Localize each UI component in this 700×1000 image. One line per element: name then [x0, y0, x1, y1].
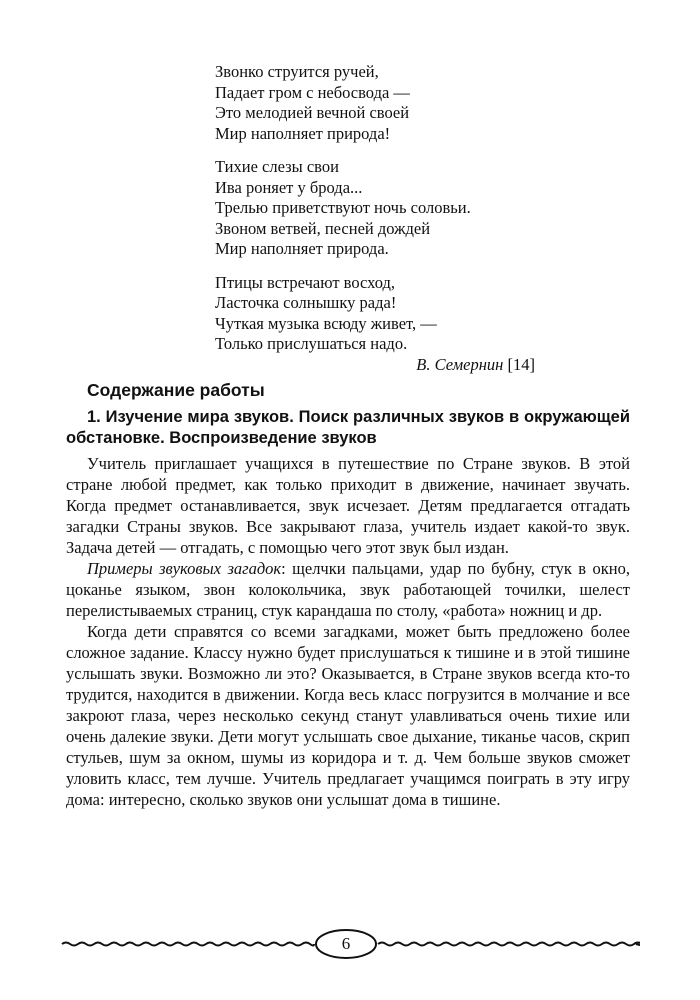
poem-stanza-2 [215, 157, 555, 260]
poem-line: Ласточка солнышку рада! [215, 293, 397, 312]
poem-line: Падает гром с небосвода — [215, 82, 410, 102]
paragraph-2-text: : щелчки пальцами, удар по бубну, стук в окно, цоканье языком, звон колокольчика, звук работающей точилки, шелест перелистываемых страниц, стук карандаша по столу, «работа» ножниц и др. [66, 559, 630, 620]
paragraph-2 [66, 558, 630, 621]
poem-line: Чуткая музыка всюду живет, — [215, 313, 437, 333]
poem-line: Мир наполняет природа! [215, 123, 391, 143]
poem-attribution [215, 355, 535, 376]
poem-author: В. Семернин [416, 354, 504, 374]
poem-line: Звоном ветвей, песней дождей [215, 218, 431, 238]
poem-line: Звонко струится ручей, [215, 62, 379, 81]
poem-line: Мир наполняет природа. [215, 239, 389, 258]
poem-line: Тихие слезы свои [215, 157, 339, 176]
poem-stanza-3 [215, 273, 555, 355]
poem-stanza-1 [215, 62, 555, 144]
paragraph-2-lead: Примеры звуковых загадок [87, 559, 282, 578]
poem-line: Это мелодией вечной своей [215, 103, 410, 122]
poem-line: Только прислушаться надо. [215, 334, 408, 353]
paragraph-3: Когда дети справятся со всеми загадками, может быть предложено более сложное задание. Классу нужно будет прислушаться к тишине и в этой тишине услышать звуки. Возможно ли это? Оказывается, в Стране звуков всегда кто-то трудится, находится в движении. Когда весь класс погрузится в молчание и все закроют глаза, через несколько секунд станут улавливаться очень тихие или очень далекие звуки. Дети могут услышать свое дыхание, тиканье часов, скрип стульев, шум за окном, шумы из коридора и т. д. Чем больше звуков сможет уловить класс, тем лучше. Учитель предлагает учащимся поиграть в эту игру дома: интересно, сколько звуков они услышат дома в тишине. [66, 622, 630, 809]
subsection-title: 1. Изучение мира звуков. Поиск различных звуков в окружающей обстановке. Воспроизведение звуков [66, 408, 630, 447]
poem [215, 62, 555, 375]
page-number: 6 [341, 934, 351, 953]
page-footer [60, 925, 640, 965]
citation-reference: [14] [507, 354, 535, 374]
section-title: Содержание работы [87, 380, 265, 400]
poem-line: Ива роняет у брода... [215, 177, 363, 197]
main-content [66, 380, 630, 810]
paragraph-1: Учитель приглашает учащихся в путешествие по Стране звуков. В этой стране любой предмет, как только приходит в движение, начинает звучать. Когда предмет останавливается, звук исчезает. Детям предлагается отгадать загадки Страны звуков. Все закрывают глаза, учитель издает какой-то звук. Задача детей — отгадать, с помощью чего этот звук был издан. [66, 454, 630, 557]
poem-line: Трелью приветствуют ночь соловьи. [215, 198, 471, 217]
poem-line: Птицы встречают восход, [215, 272, 396, 292]
